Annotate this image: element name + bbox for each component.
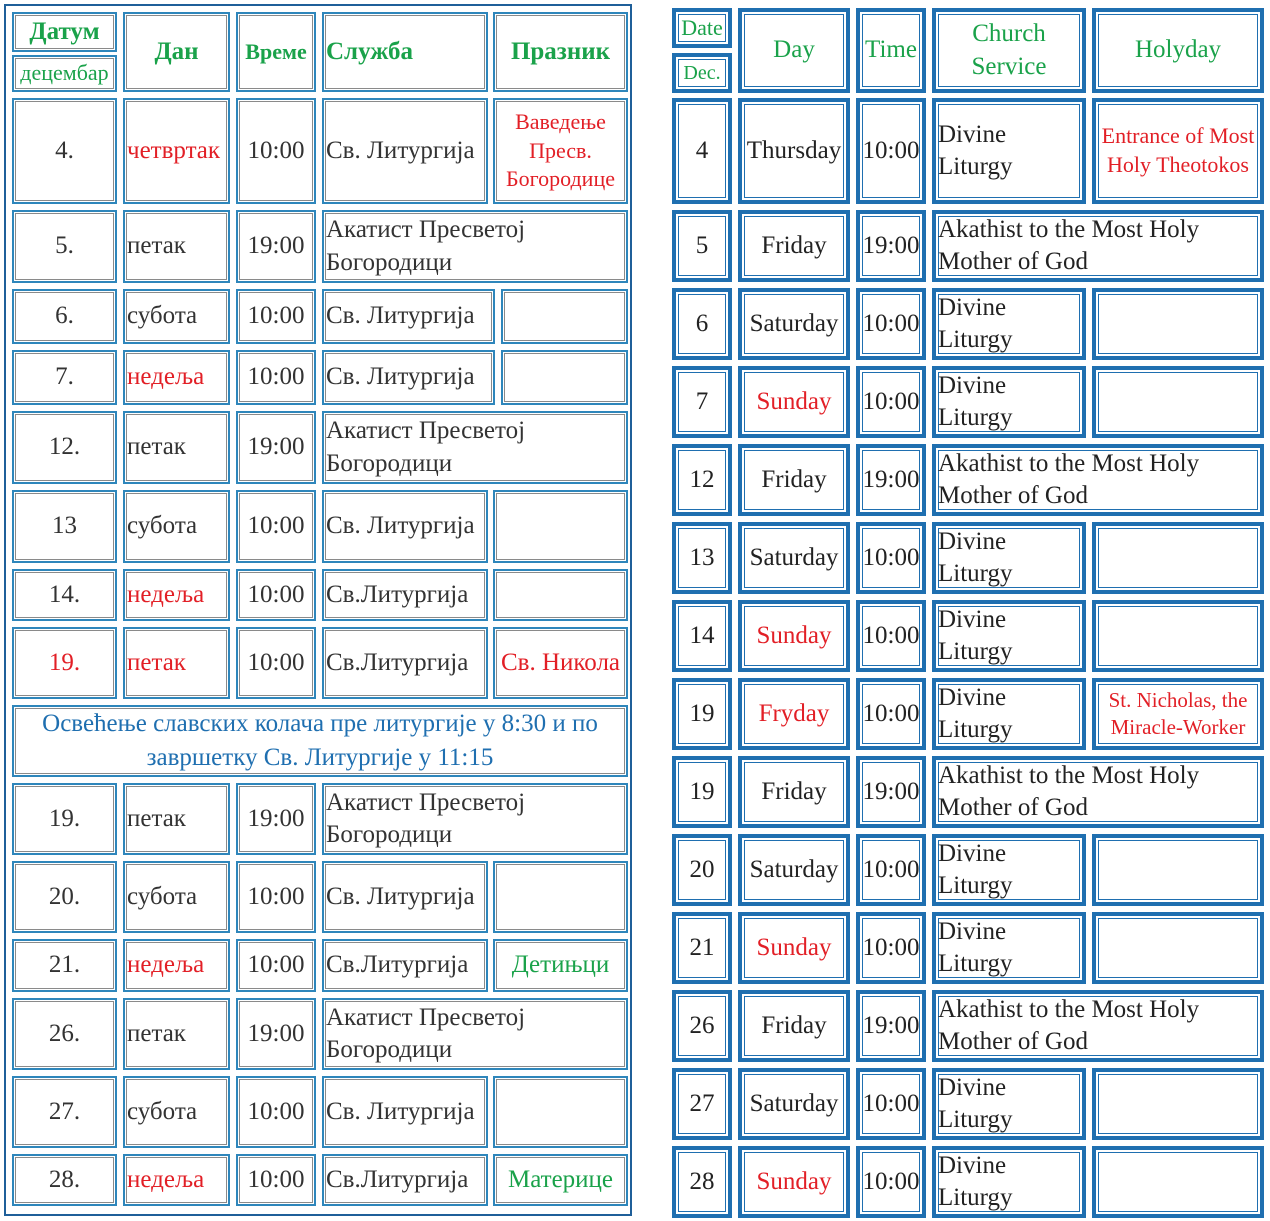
row-time: 10:00 — [856, 366, 926, 438]
row-time: 10:00 — [236, 569, 316, 621]
row-time: 19:00 — [236, 998, 316, 1070]
row-day: Saturday — [738, 522, 850, 594]
row-day: Sunday — [738, 1146, 850, 1218]
row-time: 10:00 — [236, 1154, 316, 1206]
row-day: субота — [123, 490, 230, 563]
row-date: 27 — [672, 1068, 732, 1140]
row-date: 14 — [672, 600, 732, 672]
row-time: 10:00 — [856, 1068, 926, 1140]
row-time: 19:00 — [856, 990, 926, 1062]
row-day: субота — [123, 289, 230, 344]
header-service: Church Service — [932, 8, 1086, 93]
row-service: Divine Liturgy — [932, 522, 1086, 594]
row-date: 19 — [672, 756, 732, 828]
row-holiday — [1092, 600, 1264, 672]
row-time: 10:00 — [236, 939, 316, 992]
row-time: 10:00 — [236, 490, 316, 563]
row-date: 6 — [672, 288, 732, 360]
row-date: 28 — [672, 1146, 732, 1218]
row-date: 7 — [672, 366, 732, 438]
row-service: Акатист Пресветој Богородици — [322, 411, 628, 484]
row-service: Акатист Пресветој Богородици — [322, 783, 628, 855]
row-holiday — [501, 350, 628, 405]
row-time: 10:00 — [856, 834, 926, 906]
row-time: 10:00 — [856, 600, 926, 672]
row-service: Divine Liturgy — [932, 98, 1086, 204]
row-day: субота — [123, 861, 230, 933]
row-time: 19:00 — [856, 444, 926, 516]
row-time: 19:00 — [236, 783, 316, 855]
row-time: 10:00 — [236, 861, 316, 933]
row-day: петак — [123, 210, 230, 283]
row-date: 21 — [672, 912, 732, 984]
header-date: Датум — [12, 12, 117, 52]
row-time: 10:00 — [236, 350, 316, 405]
row-holiday — [493, 861, 628, 933]
row-date: 20 — [672, 834, 732, 906]
row-time: 10:00 — [856, 288, 926, 360]
row-day: Friday — [738, 990, 850, 1062]
row-day: недеља — [123, 939, 230, 992]
row-holiday — [1092, 834, 1264, 906]
header-month: Dec. — [672, 53, 732, 93]
row-holiday — [1092, 366, 1264, 438]
header-date: Date — [672, 8, 732, 48]
row-holiday: Ваведење Пресв. Богородице — [493, 98, 628, 204]
header-time: Време — [236, 12, 316, 92]
row-date: 4. — [12, 98, 117, 204]
row-time: 10:00 — [236, 98, 316, 204]
english-schedule-table — [660, 0, 1270, 1221]
row-service: Акатист Пресветој Богородици — [322, 998, 628, 1070]
row-day: Friday — [738, 756, 850, 828]
row-day: недеља — [123, 1154, 230, 1206]
row-holiday — [1092, 288, 1264, 360]
row-time: 19:00 — [236, 411, 316, 484]
row-day: Friday — [738, 444, 850, 516]
row-service: Akathist to the Most Holy Mother of God — [932, 444, 1264, 516]
header-holiday: Holyday — [1092, 8, 1264, 93]
row-date: 19. — [12, 783, 117, 855]
row-day: недеља — [123, 350, 230, 405]
row-service: Св.Литургија — [322, 939, 488, 992]
row-day: Sunday — [738, 600, 850, 672]
row-holiday: St. Nicholas, the Miracle-Worker — [1092, 678, 1264, 750]
row-service: Св. Литургија — [322, 350, 495, 405]
row-time: 19:00 — [856, 756, 926, 828]
row-service: Akathist to the Most Holy Mother of God — [932, 210, 1264, 282]
row-day: недеља — [123, 569, 230, 621]
row-service: Akathist to the Most Holy Mother of God — [932, 990, 1264, 1062]
row-date: 4 — [672, 98, 732, 204]
row-time: 10:00 — [236, 289, 316, 344]
row-service: Akathist to the Most Holy Mother of God — [932, 756, 1264, 828]
row-date: 13 — [12, 490, 117, 563]
row-time: 10:00 — [236, 1076, 316, 1148]
row-date: 26. — [12, 998, 117, 1070]
row-date: 26 — [672, 990, 732, 1062]
row-day: Sunday — [738, 366, 850, 438]
notice-row: Освећење славских колача пре литургије у 8:30 и по завршетку Св. Литургије у 11:15 — [12, 705, 628, 777]
row-holiday — [1092, 912, 1264, 984]
row-day: Sunday — [738, 912, 850, 984]
row-date: 28. — [12, 1154, 117, 1206]
row-holiday: Материце — [493, 1154, 628, 1206]
row-date: 6. — [12, 289, 117, 344]
row-service: Св.Литургија — [322, 569, 488, 621]
row-holiday — [1092, 1146, 1264, 1218]
row-service: Св.Литургија — [322, 627, 488, 699]
row-service: Divine Liturgy — [932, 1068, 1086, 1140]
row-time: 19:00 — [236, 210, 316, 283]
row-service: Св.Литургија — [322, 1154, 488, 1206]
row-service: Divine Liturgy — [932, 288, 1086, 360]
row-date: 27. — [12, 1076, 117, 1148]
row-service: Divine Liturgy — [932, 834, 1086, 906]
row-day: Fryday — [738, 678, 850, 750]
row-date: 21. — [12, 939, 117, 992]
row-day: петак — [123, 627, 230, 699]
row-day: петак — [123, 411, 230, 484]
row-service: Св. Литургија — [322, 289, 495, 344]
row-service: Св. Литургија — [322, 490, 488, 563]
row-day: Thursday — [738, 98, 850, 204]
row-holiday — [501, 289, 628, 344]
row-service: Divine Liturgy — [932, 600, 1086, 672]
row-day: петак — [123, 998, 230, 1070]
row-day: Saturday — [738, 834, 850, 906]
row-date: 20. — [12, 861, 117, 933]
row-date: 12 — [672, 444, 732, 516]
header-day: Day — [738, 8, 850, 93]
header-day: Дан — [123, 12, 230, 92]
row-service: Акатист Пресветој Богородици — [322, 210, 628, 283]
row-day: субота — [123, 1076, 230, 1148]
row-day: Saturday — [738, 1068, 850, 1140]
row-service: Divine Liturgy — [932, 366, 1086, 438]
row-time: 10:00 — [856, 912, 926, 984]
row-date: 19. — [12, 627, 117, 699]
row-time: 10:00 — [856, 678, 926, 750]
row-service: Divine Liturgy — [932, 1146, 1086, 1218]
row-holiday: Св. Никола — [493, 627, 628, 699]
header-month: децембар — [12, 55, 117, 92]
row-holiday: Entrance of Most Holy Theotokos — [1092, 98, 1264, 204]
row-time: 10:00 — [856, 522, 926, 594]
row-day: Saturday — [738, 288, 850, 360]
row-service: Divine Liturgy — [932, 912, 1086, 984]
row-date: 13 — [672, 522, 732, 594]
row-date: 12. — [12, 411, 117, 484]
header-holiday: Празник — [493, 12, 628, 92]
row-date: 14. — [12, 569, 117, 621]
row-date: 5 — [672, 210, 732, 282]
row-day: четвртак — [123, 98, 230, 204]
row-holiday: Детињци — [493, 939, 628, 992]
row-time: 10:00 — [856, 98, 926, 204]
row-date: 19 — [672, 678, 732, 750]
row-service: Св. Литургија — [322, 1076, 488, 1148]
row-holiday — [1092, 1068, 1264, 1140]
row-service: Divine Liturgy — [932, 678, 1086, 750]
row-day: Friday — [738, 210, 850, 282]
header-service: Служба — [322, 12, 488, 92]
row-holiday — [1092, 522, 1264, 594]
row-holiday — [493, 1076, 628, 1148]
row-time: 10:00 — [236, 627, 316, 699]
row-time: 19:00 — [856, 210, 926, 282]
row-service: Св. Литургија — [322, 861, 488, 933]
header-time: Time — [856, 8, 926, 93]
row-date: 7. — [12, 350, 117, 405]
row-date: 5. — [12, 210, 117, 283]
row-holiday — [493, 490, 628, 563]
row-service: Св. Литургија — [322, 98, 488, 204]
row-time: 10:00 — [856, 1146, 926, 1218]
row-day: петак — [123, 783, 230, 855]
row-holiday — [493, 569, 628, 621]
